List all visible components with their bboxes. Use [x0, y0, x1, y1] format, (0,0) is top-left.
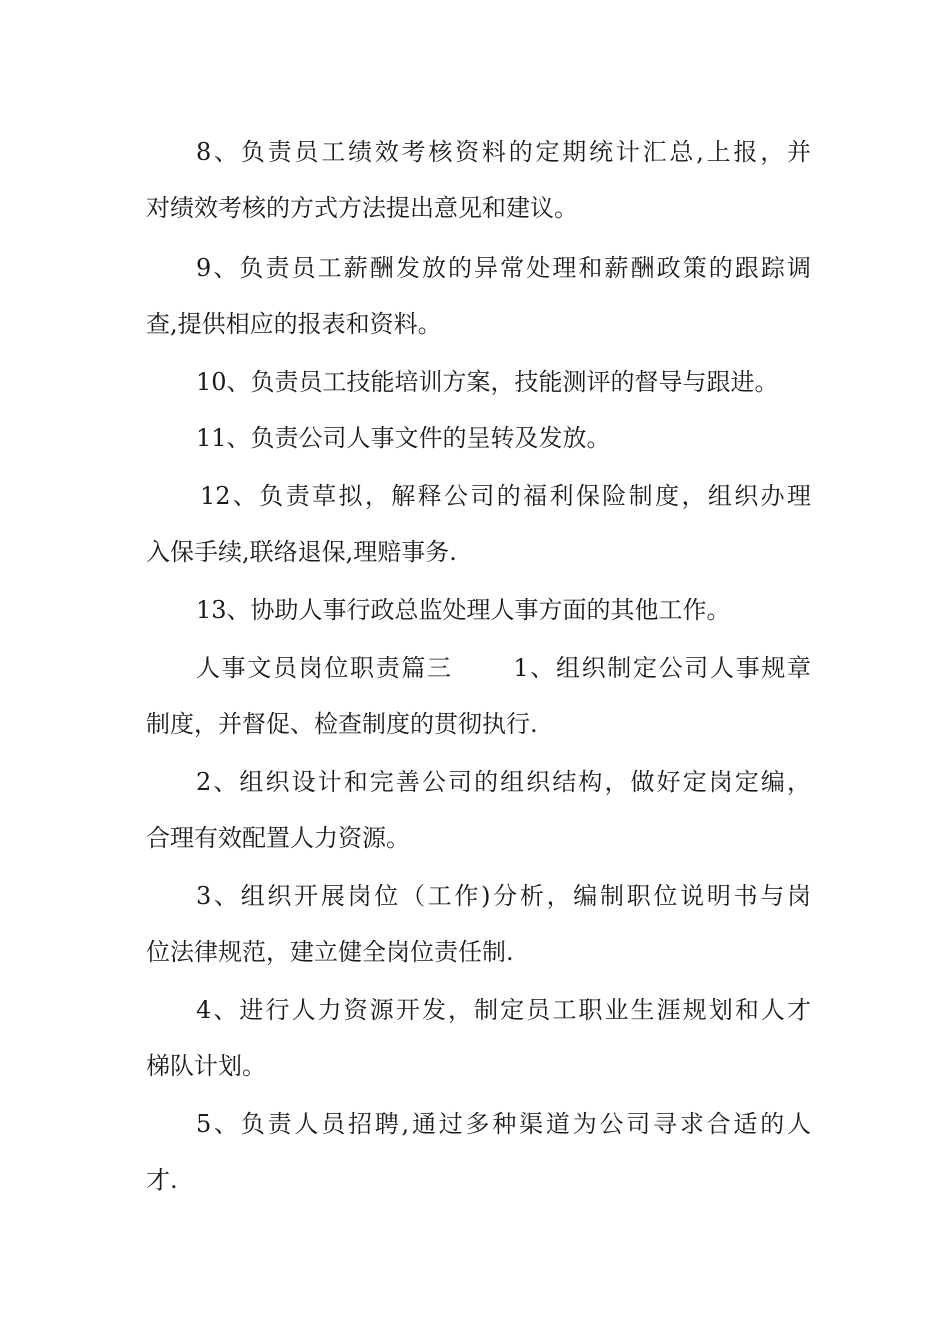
- item-2-line-2: 合理有效配置人力资源。: [146, 824, 410, 852]
- item-4-line-2: 梯队计划。: [146, 1052, 266, 1080]
- paragraph-9-line-2: 查,提供相应的报表和资料。: [146, 310, 442, 338]
- section-heading-line-2: 制度，并督促、检查制度的贯彻执行.: [146, 710, 538, 738]
- paragraph-12-line-2: 入保手续,联络退保,理赔事务.: [146, 538, 457, 566]
- paragraph-8-line-1: 8、负责员工绩效考核资料的定期统计汇总,上报，并: [196, 138, 811, 166]
- item-5-line-1: 5、负责人员招聘,通过多种渠道为公司寻求合适的人: [196, 1110, 811, 1138]
- paragraph-8-line-2: 对绩效考核的方式方法提出意见和建议。: [146, 194, 578, 222]
- paragraph-9-line-1: 9、负责员工薪酬发放的异常处理和薪酬政策的跟踪调: [196, 254, 811, 282]
- item-4-line-1: 4、进行人力资源开发，制定员工职业生涯规划和人才: [196, 996, 811, 1024]
- item-3-line-1: 3、组织开展岗位（工作)分析，编制职位说明书与岗: [196, 882, 811, 910]
- paragraph-11: 11、负责公司人事文件的呈转及发放。: [196, 424, 611, 452]
- paragraph-13: 13、协助人事行政总监处理人事方面的其他工作。: [196, 596, 731, 624]
- section-heading-line-1: 人事文员岗位职责篇三 1、组织制定公司人事规章: [196, 654, 811, 682]
- item-2-line-1: 2、组织设计和完善公司的组织结构，做好定岗定编，: [196, 768, 811, 796]
- item-5-line-2: 才.: [146, 1166, 178, 1194]
- paragraph-10: 10、负责员工技能培训方案，技能测评的督导与跟进。: [196, 368, 779, 396]
- paragraph-12-line-1: 12、负责草拟，解释公司的福利保险制度，组织办理: [200, 482, 811, 510]
- item-3-line-2: 位法律规范，建立健全岗位责任制.: [146, 938, 514, 966]
